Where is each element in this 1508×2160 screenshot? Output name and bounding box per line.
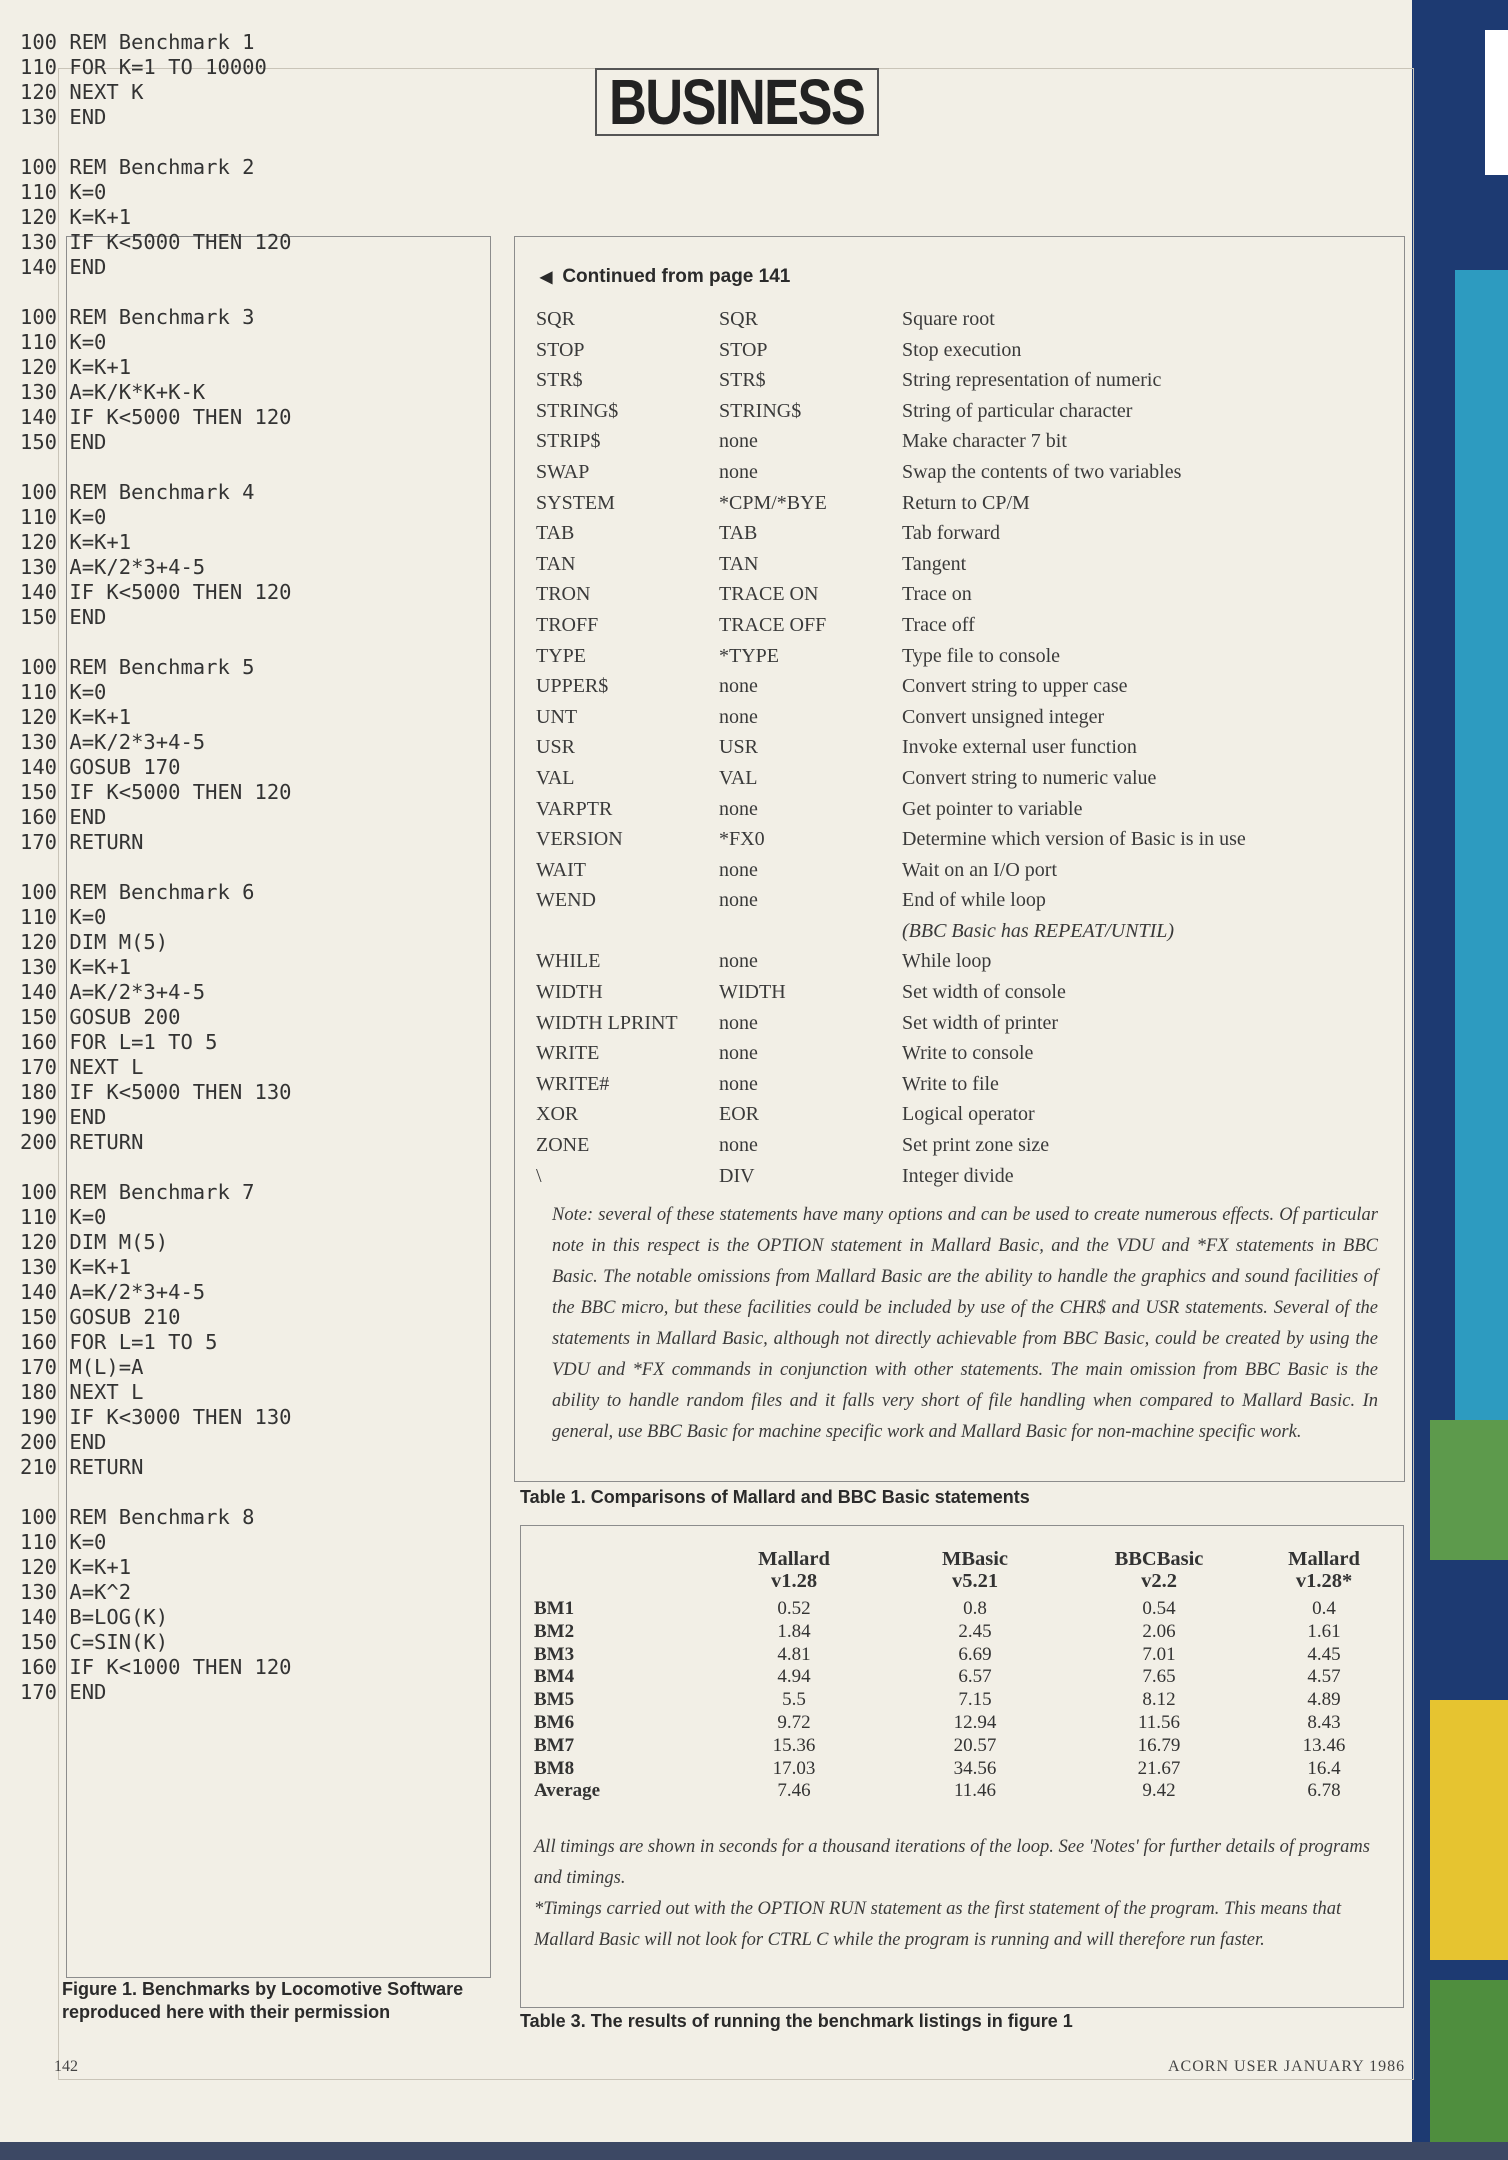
benchmark-listing (20, 30, 292, 1730)
code-line: 150 C=SIN(K) (20, 1630, 169, 1654)
code-line: 140 GOSUB 170 (20, 755, 181, 779)
table-cell: VERSION (536, 828, 623, 851)
table-1-caption: Table 1. Comparisons of Mallard and BBC Basic statements (520, 1487, 1030, 1507)
adjacent-page-art (1430, 1420, 1508, 1560)
table-cell: TRACE OFF (719, 613, 827, 636)
table-cell: TRON (536, 583, 591, 606)
table-3-header (534, 1548, 1394, 1598)
left-arrow-icon: ◀ (540, 269, 553, 286)
table-cell: 7.15 (958, 1689, 992, 1711)
table-row (536, 308, 1396, 339)
table-cell: 15.36 (772, 1734, 816, 1756)
table-cell: 4.89 (1307, 1689, 1341, 1711)
table-cell: Average (534, 1780, 601, 1802)
table-cell: TYPE (536, 644, 586, 667)
code-line: 180 NEXT L (20, 1380, 144, 1404)
code-line: 170 RETURN (20, 830, 144, 854)
code-line: 140 IF K<5000 THEN 120 (20, 405, 292, 429)
adjacent-page-art (1485, 30, 1508, 175)
table-row (534, 1666, 1394, 1689)
table-cell: 12.94 (953, 1711, 997, 1733)
listing-block (20, 880, 292, 1155)
header-line: v1.28* (1295, 1570, 1353, 1592)
table-cell: \ (536, 1164, 542, 1187)
table-row (534, 1644, 1394, 1667)
table-row (536, 339, 1396, 370)
table-row (536, 1103, 1396, 1134)
table-cell: Write to console (902, 1042, 1034, 1065)
table-cell: DIV (719, 1164, 755, 1187)
table-cell: 7.65 (1142, 1666, 1176, 1688)
table-cell: Wait on an I/O port (902, 858, 1058, 881)
table-cell: TAN (719, 552, 759, 575)
table-cell: none (719, 1042, 758, 1065)
table-cell: STRING$ (536, 399, 619, 422)
table-row (536, 400, 1396, 431)
code-line: 140 B=LOG(K) (20, 1605, 169, 1629)
table-cell: none (719, 705, 758, 728)
section-title: BUSINESS (609, 66, 865, 138)
header-line: Mallard (758, 1548, 830, 1570)
code-line: 110 K=0 (20, 905, 107, 929)
page-number: 142 (54, 2058, 78, 2075)
table-cell: BM4 (534, 1666, 575, 1688)
table-cell: Invoke external user function (902, 736, 1137, 759)
table-cell: BM7 (534, 1734, 575, 1756)
code-line: 120 K=K+1 (20, 205, 132, 229)
table-cell: TRACE ON (719, 583, 819, 606)
table-cell: WIDTH (719, 981, 786, 1004)
table-cell: USR (719, 736, 758, 759)
table-row (536, 859, 1396, 890)
table-cell: Determine which version of Basic is in use (902, 828, 1246, 851)
code-line: 100 REM Benchmark 5 (20, 655, 255, 679)
column-header (739, 1548, 849, 1592)
code-line: 110 K=0 (20, 505, 107, 529)
table-cell: 6.69 (958, 1643, 992, 1665)
code-line: 170 M(L)=A (20, 1355, 144, 1379)
header-line: Mallard (1288, 1548, 1360, 1570)
table-row (536, 522, 1396, 553)
table-3-caption: Table 3. The results of running the benchmark listings in figure 1 (520, 2011, 1073, 2031)
table-cell: Convert string to numeric value (902, 766, 1157, 789)
code-line: 100 REM Benchmark 8 (20, 1505, 255, 1529)
table-cell: End of while loop (902, 889, 1046, 912)
table-row (536, 553, 1396, 584)
table-cell: STRING$ (719, 399, 802, 422)
code-line: 100 REM Benchmark 2 (20, 155, 255, 179)
table-cell: BM2 (534, 1620, 575, 1642)
table-cell: 21.67 (1137, 1757, 1181, 1779)
table-row (536, 828, 1396, 859)
table-cell: WIDTH LPRINT (536, 1011, 678, 1034)
table-cell: Square root (902, 308, 995, 330)
code-line: 210 RETURN (20, 1455, 144, 1479)
code-line: 170 NEXT L (20, 1055, 144, 1079)
code-line: 120 K=K+1 (20, 1555, 132, 1579)
table-cell: 4.81 (777, 1643, 811, 1665)
table-row (536, 798, 1396, 829)
table-cell: none (719, 1134, 758, 1157)
table-cell: TAB (536, 522, 575, 545)
table-cell: Write to file (902, 1072, 999, 1095)
table-cell: 16.79 (1137, 1734, 1181, 1756)
table-row (536, 889, 1396, 920)
code-line: 200 END (20, 1430, 107, 1454)
code-line: 120 DIM M(5) (20, 930, 169, 954)
table-cell: 9.42 (1142, 1780, 1176, 1802)
code-line: 150 IF K<5000 THEN 120 (20, 780, 292, 804)
table-cell: Integer divide (902, 1164, 1014, 1187)
table-row (534, 1758, 1394, 1781)
table-row (536, 492, 1396, 523)
code-line: 100 REM Benchmark 4 (20, 480, 255, 504)
code-line: 140 A=K/2*3+4-5 (20, 1280, 206, 1304)
code-line: 160 FOR L=1 TO 5 (20, 1030, 218, 1054)
table-row (536, 1012, 1396, 1043)
adjacent-page-art (1430, 1980, 1508, 2150)
table-cell: 0.4 (1312, 1598, 1336, 1619)
table-cell: STRIP$ (536, 430, 601, 453)
table-cell: Set print zone size (902, 1134, 1050, 1157)
table-cell: 2.45 (958, 1620, 992, 1642)
table-cell: 34.56 (953, 1757, 997, 1779)
code-line: 120 K=K+1 (20, 530, 132, 554)
table-cell: WHILE (536, 950, 601, 973)
code-line: 190 END (20, 1105, 107, 1129)
listing-block (20, 480, 292, 630)
table-row (534, 1598, 1394, 1621)
table-row (536, 1165, 1396, 1196)
code-line: 190 IF K<3000 THEN 130 (20, 1405, 292, 1429)
table-cell: EOR (719, 1103, 759, 1126)
code-line: 130 A=K/K*K+K-K (20, 380, 206, 404)
table-cell: none (719, 430, 758, 453)
header-line: v5.21 (951, 1570, 999, 1592)
code-line: 110 K=0 (20, 180, 107, 204)
table-cell: none (719, 797, 758, 820)
table-cell: BM3 (534, 1643, 575, 1665)
table-cell: 2.06 (1142, 1620, 1176, 1642)
table-cell: BM6 (534, 1711, 575, 1733)
table-row (536, 950, 1396, 981)
code-line: 100 REM Benchmark 1 (20, 30, 255, 54)
table-row (536, 767, 1396, 798)
code-line: 120 K=K+1 (20, 355, 132, 379)
table-cell: VAL (536, 766, 575, 789)
table-row (536, 614, 1396, 645)
table-cell: STR$ (719, 369, 766, 392)
column-header (1084, 1548, 1234, 1592)
header-line: BBCBasic (1114, 1548, 1204, 1570)
code-line: 160 END (20, 805, 107, 829)
table-cell: TROFF (536, 613, 599, 636)
continued-text: Continued from page 141 (562, 266, 791, 287)
table-cell: none (719, 460, 758, 483)
table-cell: 1.61 (1307, 1620, 1341, 1642)
table-cell: 9.72 (777, 1711, 811, 1733)
table-cell: Trace on (902, 583, 972, 606)
table-cell: none (719, 1011, 758, 1034)
table-cell: Get pointer to variable (902, 797, 1083, 820)
table-cell: 11.56 (1137, 1711, 1181, 1733)
code-line: 130 A=K/2*3+4-5 (20, 730, 206, 754)
continued-label (540, 266, 790, 288)
table-cell: *FX0 (719, 828, 765, 851)
table-3-footnote: *Timings carried out with the OPTION RUN statement as the first statement of the program. This means that Mallard Basic will not look for CTRL C while the program is running and will therefore run faster. (534, 1899, 1342, 1950)
code-line: 130 K=K+1 (20, 955, 132, 979)
table-cell: *TYPE (719, 644, 779, 667)
table-cell: Set width of printer (902, 1011, 1059, 1034)
table-row (534, 1735, 1394, 1758)
table-cell: SQR (719, 308, 758, 330)
code-line: 150 GOSUB 210 (20, 1305, 181, 1329)
listing-block (20, 30, 292, 130)
table-3 (534, 1548, 1394, 1803)
table-cell: SWAP (536, 460, 590, 483)
table-cell: SYSTEM (536, 491, 615, 514)
listing-block (20, 155, 292, 280)
table-cell: BM1 (534, 1598, 575, 1619)
table-cell: Return to CP/M (902, 491, 1030, 514)
code-line: 120 K=K+1 (20, 705, 132, 729)
code-line: 100 REM Benchmark 3 (20, 305, 255, 329)
table-cell: Logical operator (902, 1103, 1035, 1126)
code-line: 150 END (20, 430, 107, 454)
table-cell: Make character 7 bit (902, 430, 1067, 453)
table-cell: TAB (719, 522, 758, 545)
table-cell: 0.52 (777, 1598, 811, 1619)
table-3-rows (534, 1598, 1394, 1803)
table-cell: none (719, 889, 758, 912)
table-cell: SQR (536, 308, 575, 330)
code-line: 140 IF K<5000 THEN 120 (20, 580, 292, 604)
table-cell: USR (536, 736, 575, 759)
code-line: 110 K=0 (20, 330, 107, 354)
table-cell: VAL (719, 766, 758, 789)
code-line: 130 IF K<5000 THEN 120 (20, 230, 292, 254)
table-3-note: All timings are shown in seconds for a thousand iterations of the loop. See 'Notes' for further details of programs and timings. (534, 1837, 1370, 1888)
table-cell: VARPTR (536, 797, 613, 820)
table-cell: 4.94 (777, 1666, 811, 1688)
table-cell: 20.57 (953, 1734, 997, 1756)
table-cell: STOP (719, 338, 768, 361)
listing-block (20, 1180, 292, 1480)
code-line: 180 IF K<5000 THEN 130 (20, 1080, 292, 1104)
table-cell: STOP (536, 338, 585, 361)
table-row (536, 981, 1396, 1012)
code-line: 130 A=K/2*3+4-5 (20, 555, 206, 579)
column-header (920, 1548, 1030, 1592)
table-cell: 4.57 (1307, 1666, 1341, 1688)
table-cell: none (719, 1072, 758, 1095)
header-line: v2.2 (1141, 1570, 1177, 1592)
figure-1-caption (62, 1978, 482, 2024)
table-cell: String representation of numeric (902, 369, 1162, 392)
code-line: 200 RETURN (20, 1130, 144, 1154)
table-cell: *CPM/*BYE (719, 491, 827, 514)
code-line: 130 A=K^2 (20, 1580, 132, 1604)
table-1-rows (536, 308, 1396, 1195)
table-cell: Tab forward (902, 522, 1000, 545)
table-cell: (BBC Basic has REPEAT/UNTIL) (902, 919, 1175, 942)
code-line: 170 END (20, 1680, 107, 1704)
listing-block (20, 1505, 292, 1705)
code-line: 110 K=0 (20, 1530, 107, 1554)
column-header (1269, 1548, 1379, 1592)
table-row (536, 369, 1396, 400)
table-row (536, 1042, 1396, 1073)
table-cell: WRITE (536, 1042, 600, 1065)
table-row (534, 1689, 1394, 1712)
table-cell: Stop execution (902, 338, 1022, 361)
table-cell: 1.84 (777, 1620, 811, 1642)
table-row (536, 736, 1396, 767)
code-line: 110 K=0 (20, 1205, 107, 1229)
code-line: 100 REM Benchmark 7 (20, 1180, 255, 1204)
code-line: 160 FOR L=1 TO 5 (20, 1330, 218, 1354)
table-cell: While loop (902, 950, 992, 973)
code-line: 150 GOSUB 200 (20, 1005, 181, 1029)
code-line: 130 END (20, 105, 107, 129)
table-row (536, 583, 1396, 614)
header-line: MBasic (941, 1548, 1009, 1570)
table-cell: XOR (536, 1103, 579, 1126)
code-line: 140 A=K/2*3+4-5 (20, 980, 206, 1004)
table-cell: ZONE (536, 1134, 590, 1157)
table-cell: WIDTH (536, 981, 603, 1004)
table-cell: 16.4 (1307, 1757, 1341, 1779)
table-cell: WEND (536, 889, 596, 912)
adjacent-page-art (1455, 270, 1508, 1420)
table-cell: WAIT (536, 858, 586, 881)
table-cell: none (719, 858, 758, 881)
table-cell: none (719, 950, 758, 973)
table-cell: 0.54 (1142, 1598, 1176, 1619)
table-cell: Type file to console (902, 644, 1060, 667)
code-line: 110 FOR K=1 TO 10000 (20, 55, 267, 79)
table-cell: BM8 (534, 1757, 575, 1779)
table-cell: 4.45 (1307, 1643, 1341, 1665)
table-1-note: Note: several of these statements have many options and can be used to create numerous effects. Of particular note in this respect is the OPTION statement in Mallard Basic, and the VDU and *FX statements in BBC Basic. The notable omissions from Mallard Basic are the ability to handle the graphics and sound facilities of the BBC micro, but these facilities could be included by use of the CHR$ and USR statements. Several of the statements in Mallard Basic, although not directly achievable from BBC Basic, could be created by using the VDU and *FX commands in conjunction with other statements. The main omission from BBC Basic is the ability to handle random files and it falls very short of file handling when compared to Mallard Basic. In general, use BBC Basic for machine specific work and Mallard Basic for non-machine specific work. (552, 1205, 1378, 1442)
table-cell: 5.5 (782, 1689, 806, 1711)
table-cell: none (719, 675, 758, 698)
code-line: 100 REM Benchmark 6 (20, 880, 255, 904)
table-cell: 6.57 (958, 1666, 992, 1688)
table-cell: Trace off (902, 613, 975, 636)
section-header (595, 68, 879, 136)
scan-bottom-band (0, 2142, 1508, 2160)
table-cell: UPPER$ (536, 675, 609, 698)
table-cell: 8.12 (1142, 1689, 1176, 1711)
table-cell: Convert unsigned integer (902, 705, 1105, 728)
adjacent-page-art (1430, 1700, 1508, 1960)
table-row (536, 1073, 1396, 1104)
table-cell: 7.01 (1142, 1643, 1176, 1665)
table-row (536, 1134, 1396, 1165)
table-row (534, 1780, 1394, 1803)
code-line: 140 END (20, 255, 107, 279)
table-row (536, 675, 1396, 706)
table-row (536, 920, 1396, 951)
table-row (536, 461, 1396, 492)
table-row (536, 430, 1396, 461)
table-row (536, 706, 1396, 737)
table-cell: WRITE# (536, 1072, 610, 1095)
header-line: v1.28 (770, 1570, 818, 1592)
table-cell: 0.8 (963, 1598, 987, 1619)
table-cell: 6.78 (1307, 1780, 1341, 1802)
table-cell: String of particular character (902, 399, 1133, 422)
magazine-footer: ACORN USER JANUARY 1986 (1168, 2058, 1406, 2075)
table-cell: BM5 (534, 1689, 575, 1711)
table-cell: 8.43 (1307, 1711, 1341, 1733)
code-line: 160 IF K<1000 THEN 120 (20, 1655, 292, 1679)
caption-line: Figure 1. Benchmarks by Locomotive Software (62, 1979, 464, 1999)
table-cell: Convert string to upper case (902, 675, 1128, 698)
caption-line: reproduced here with their permission (62, 2002, 391, 2022)
code-line: 120 DIM M(5) (20, 1230, 169, 1254)
table-cell: Swap the contents of two variables (902, 460, 1182, 483)
table-cell: 11.46 (953, 1780, 997, 1802)
table-cell: 7.46 (777, 1780, 811, 1802)
table-cell: STR$ (536, 369, 583, 392)
listing-block (20, 655, 292, 855)
listing-block (20, 305, 292, 455)
table-cell: Tangent (902, 552, 967, 575)
table-cell: 13.46 (1302, 1734, 1346, 1756)
table-cell: 17.03 (772, 1757, 816, 1779)
table-row (534, 1621, 1394, 1644)
code-line: 120 NEXT K (20, 80, 144, 104)
table-cell: Set width of console (902, 981, 1066, 1004)
table-cell: TAN (536, 552, 576, 575)
code-line: 110 K=0 (20, 680, 107, 704)
table-row (536, 645, 1396, 676)
table-row (534, 1712, 1394, 1735)
table-3-notes (534, 1832, 1384, 1956)
table-cell: UNT (536, 705, 578, 728)
code-line: 130 K=K+1 (20, 1255, 132, 1279)
code-line: 150 END (20, 605, 107, 629)
